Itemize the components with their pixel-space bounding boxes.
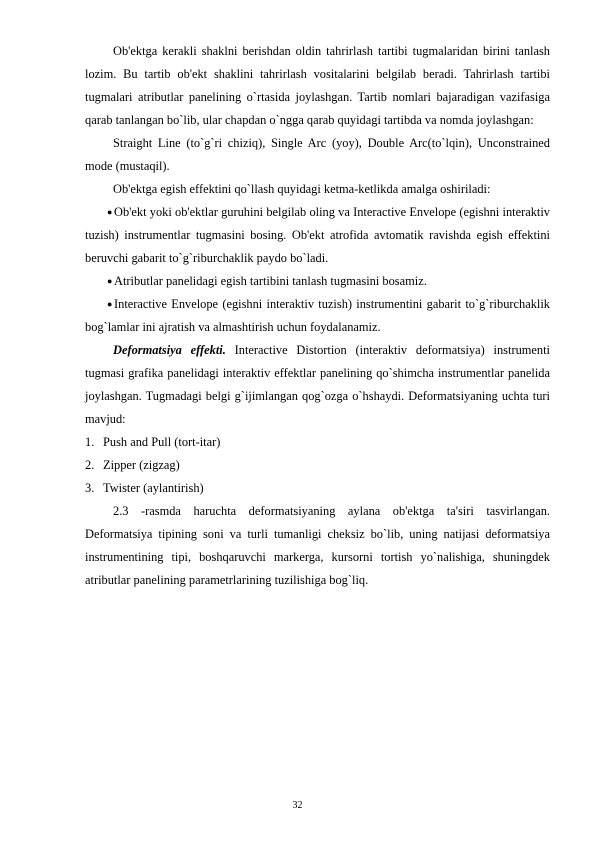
list-text: Push and Pull (tort-itar)	[103, 435, 221, 449]
bullet-text: Atributlar panelidagi egish tartibini tanlash tugmasini bosamiz.	[114, 274, 427, 288]
document-page	[85, 40, 550, 592]
paragraph-envelope-steps: Ob'ektga egish effektini qo`llash quyidagi ketma-ketlikda amalga oshiriladi:	[113, 182, 491, 196]
paragraph-text: Interactive Distortion (interaktiv deformatsiya) instrumenti tugmasi grafika panelidagi interaktiv effektlar panelining qo`shimcha instrumentlar panelida joylashgan. Tugmadagi belgi g`ijimlangan qog`ozga o`hshaydi. Deformatsiyaning uchta turi mavjud:	[85, 343, 550, 426]
list-number: 1.	[85, 435, 95, 449]
bullet-item-choose-mode	[85, 270, 550, 293]
page-number: 32	[292, 800, 303, 811]
list-number: 3.	[85, 481, 95, 495]
bullet-text: Ob'ekt yoki ob'ektlar guruhini belgilab oling va Interactive Envelope (egishni interaktiv tuzish) instrumentlar tugmasini bosing. Ob'ekt atrofida avtomatik ravishda egish effektini beruvchi gabarit to`g`riburchaklik paydo bo`ladi.	[85, 205, 550, 265]
bullet-icon: ●	[107, 207, 113, 217]
numbered-list	[85, 431, 550, 500]
paragraph-mode-names: Straight Line (to`g`ri chiziq), Single Arc (yoy), Double Arc(to`lqin), Unconstrained mode (mustaqil).	[85, 136, 550, 173]
paragraph-deformation	[85, 339, 550, 431]
bullet-text: Interactive Envelope (egishni interaktiv tuzish) instrumentini gabarit to`g`riburchaklik bog`lamlar ini ajratish va almashtirish uchun foydalanamiz.	[85, 297, 550, 334]
list-item	[85, 454, 550, 477]
list-number: 2.	[85, 458, 95, 472]
bullet-icon: ●	[107, 276, 113, 286]
list-text: Zipper (zigzag)	[103, 458, 180, 472]
section-heading: Deformatsiya effekti.	[113, 343, 226, 357]
paragraph-edit-modes: Ob'ektga kerakli shaklni berishdan oldin tahrirlash tartibi tugmalaridan birini tanlash lozim. Bu tartib ob'ekt shaklini tahrirlash vositalarini belgilab beradi. Tahrirlash tartibi tugmalari atributlar panelining o`rtasida joylashgan. Tartib nomlari bajaradigan vazifasiga qarab tanlangan bo`lib, ular chapdan o`ngga qarab quyidagi tartibda va nomda joylashgan:	[85, 44, 550, 127]
list-item	[85, 477, 550, 500]
bullet-icon: ●	[107, 299, 113, 309]
bullet-item-use-instrument	[85, 293, 550, 339]
paragraph-figure-description: 2.3 -rasmda haruchta deformatsiyaning aylana ob'ektga ta'siri tasvirlangan. Deformatsiya tipining soni va turli tumanligi cheksiz bo`lib, uning natijasi deformatsiya instrumentining tipi, boshqaruvchi markerga, kursorni tortish yo`nalishiga, shuningdek atributlar panelining parametrlarining tuzilishiga bog`liq.	[85, 504, 550, 587]
bullet-item-select-object	[85, 201, 550, 270]
list-text: Twister (aylantirish)	[103, 481, 204, 495]
list-item	[85, 431, 550, 454]
